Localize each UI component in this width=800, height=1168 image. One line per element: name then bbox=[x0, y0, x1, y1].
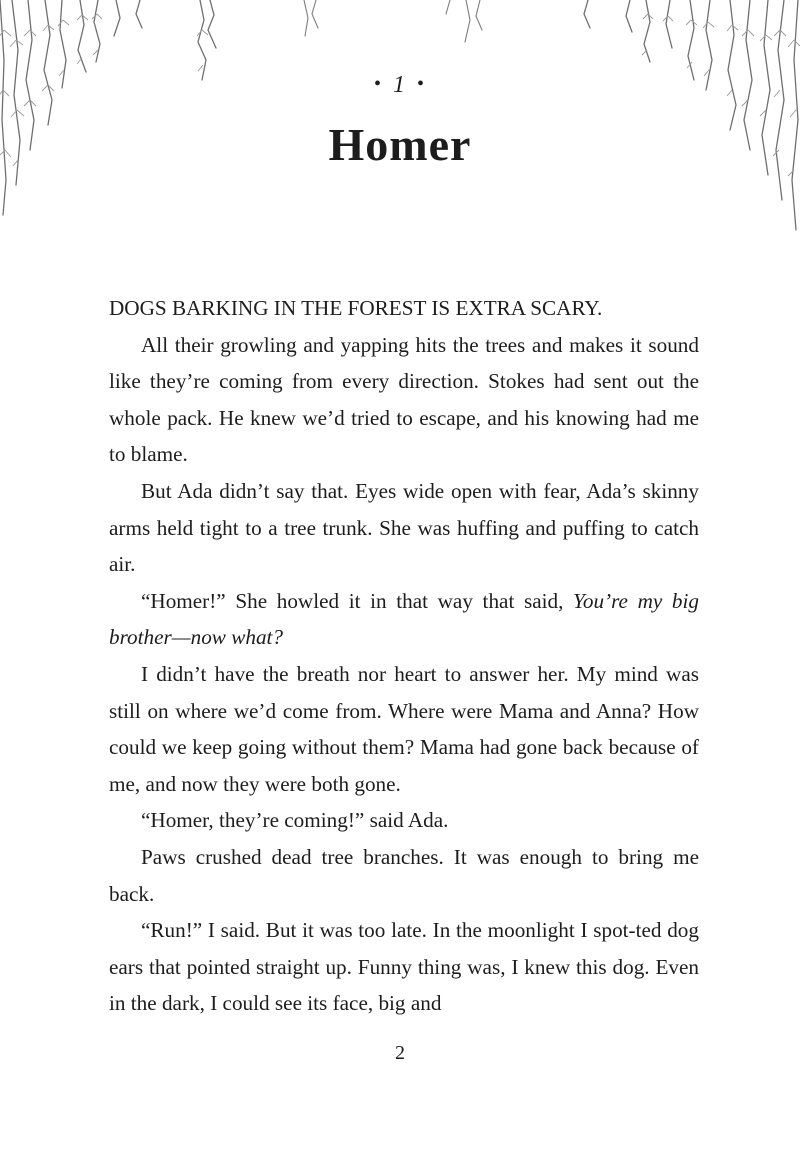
paragraph: But Ada didn’t say that. Eyes wide open with fear, Ada’s skinny arms held tight to a tree trunk. She was huffing and puffing to catch air. bbox=[109, 478, 699, 577]
paragraph bbox=[109, 583, 699, 656]
chapter-title: Homer bbox=[328, 119, 472, 170]
hanging-moss-left-illustration bbox=[0, 0, 230, 220]
paragraph: All their growling and yapping hits the trees and makes it sound like they’re coming from every direction. Stokes had sent out the whole pack. He knew we’d tried to escape, and his knowing had me to blame. bbox=[109, 332, 699, 467]
paragraph: Paws crushed dead tree branches. It was enough to bring me back. bbox=[109, 844, 699, 906]
opening-paragraph: DOGS BARKING IN THE FOREST IS EXTRA SCARY. bbox=[109, 296, 603, 320]
dialogue-text: “Homer!” She howled it in that way that said, bbox=[141, 588, 574, 613]
paragraph: “Homer, they’re coming!” said Ada. bbox=[141, 808, 449, 833]
page-number: 2 bbox=[395, 1042, 405, 1064]
paragraph: “Run!” I said. But it was too late. In the moonlight I spot-ted dog ears that pointed straight up. Funny thing was, I knew this dog. Even in the dark, I could see its face, big and bbox=[109, 918, 699, 1016]
chapter-body bbox=[109, 290, 699, 1022]
chapter-number-bullet-left: • bbox=[373, 73, 383, 95]
hanging-moss-center-illustration bbox=[300, 0, 500, 50]
chapter-number-value: 1 bbox=[393, 72, 407, 98]
paragraph: I didn’t have the breath nor heart to answer her. My mind was still on where we’d come from. Where were Mama and Anna? How could we keep going without them? Mama had gone back because of me, and now they were both gone. bbox=[109, 661, 699, 796]
chapter-number bbox=[0, 72, 800, 99]
chapter-number-bullet-right: • bbox=[417, 73, 427, 95]
italic-emphasis-text: You’re my big brother—now what? bbox=[109, 588, 699, 650]
